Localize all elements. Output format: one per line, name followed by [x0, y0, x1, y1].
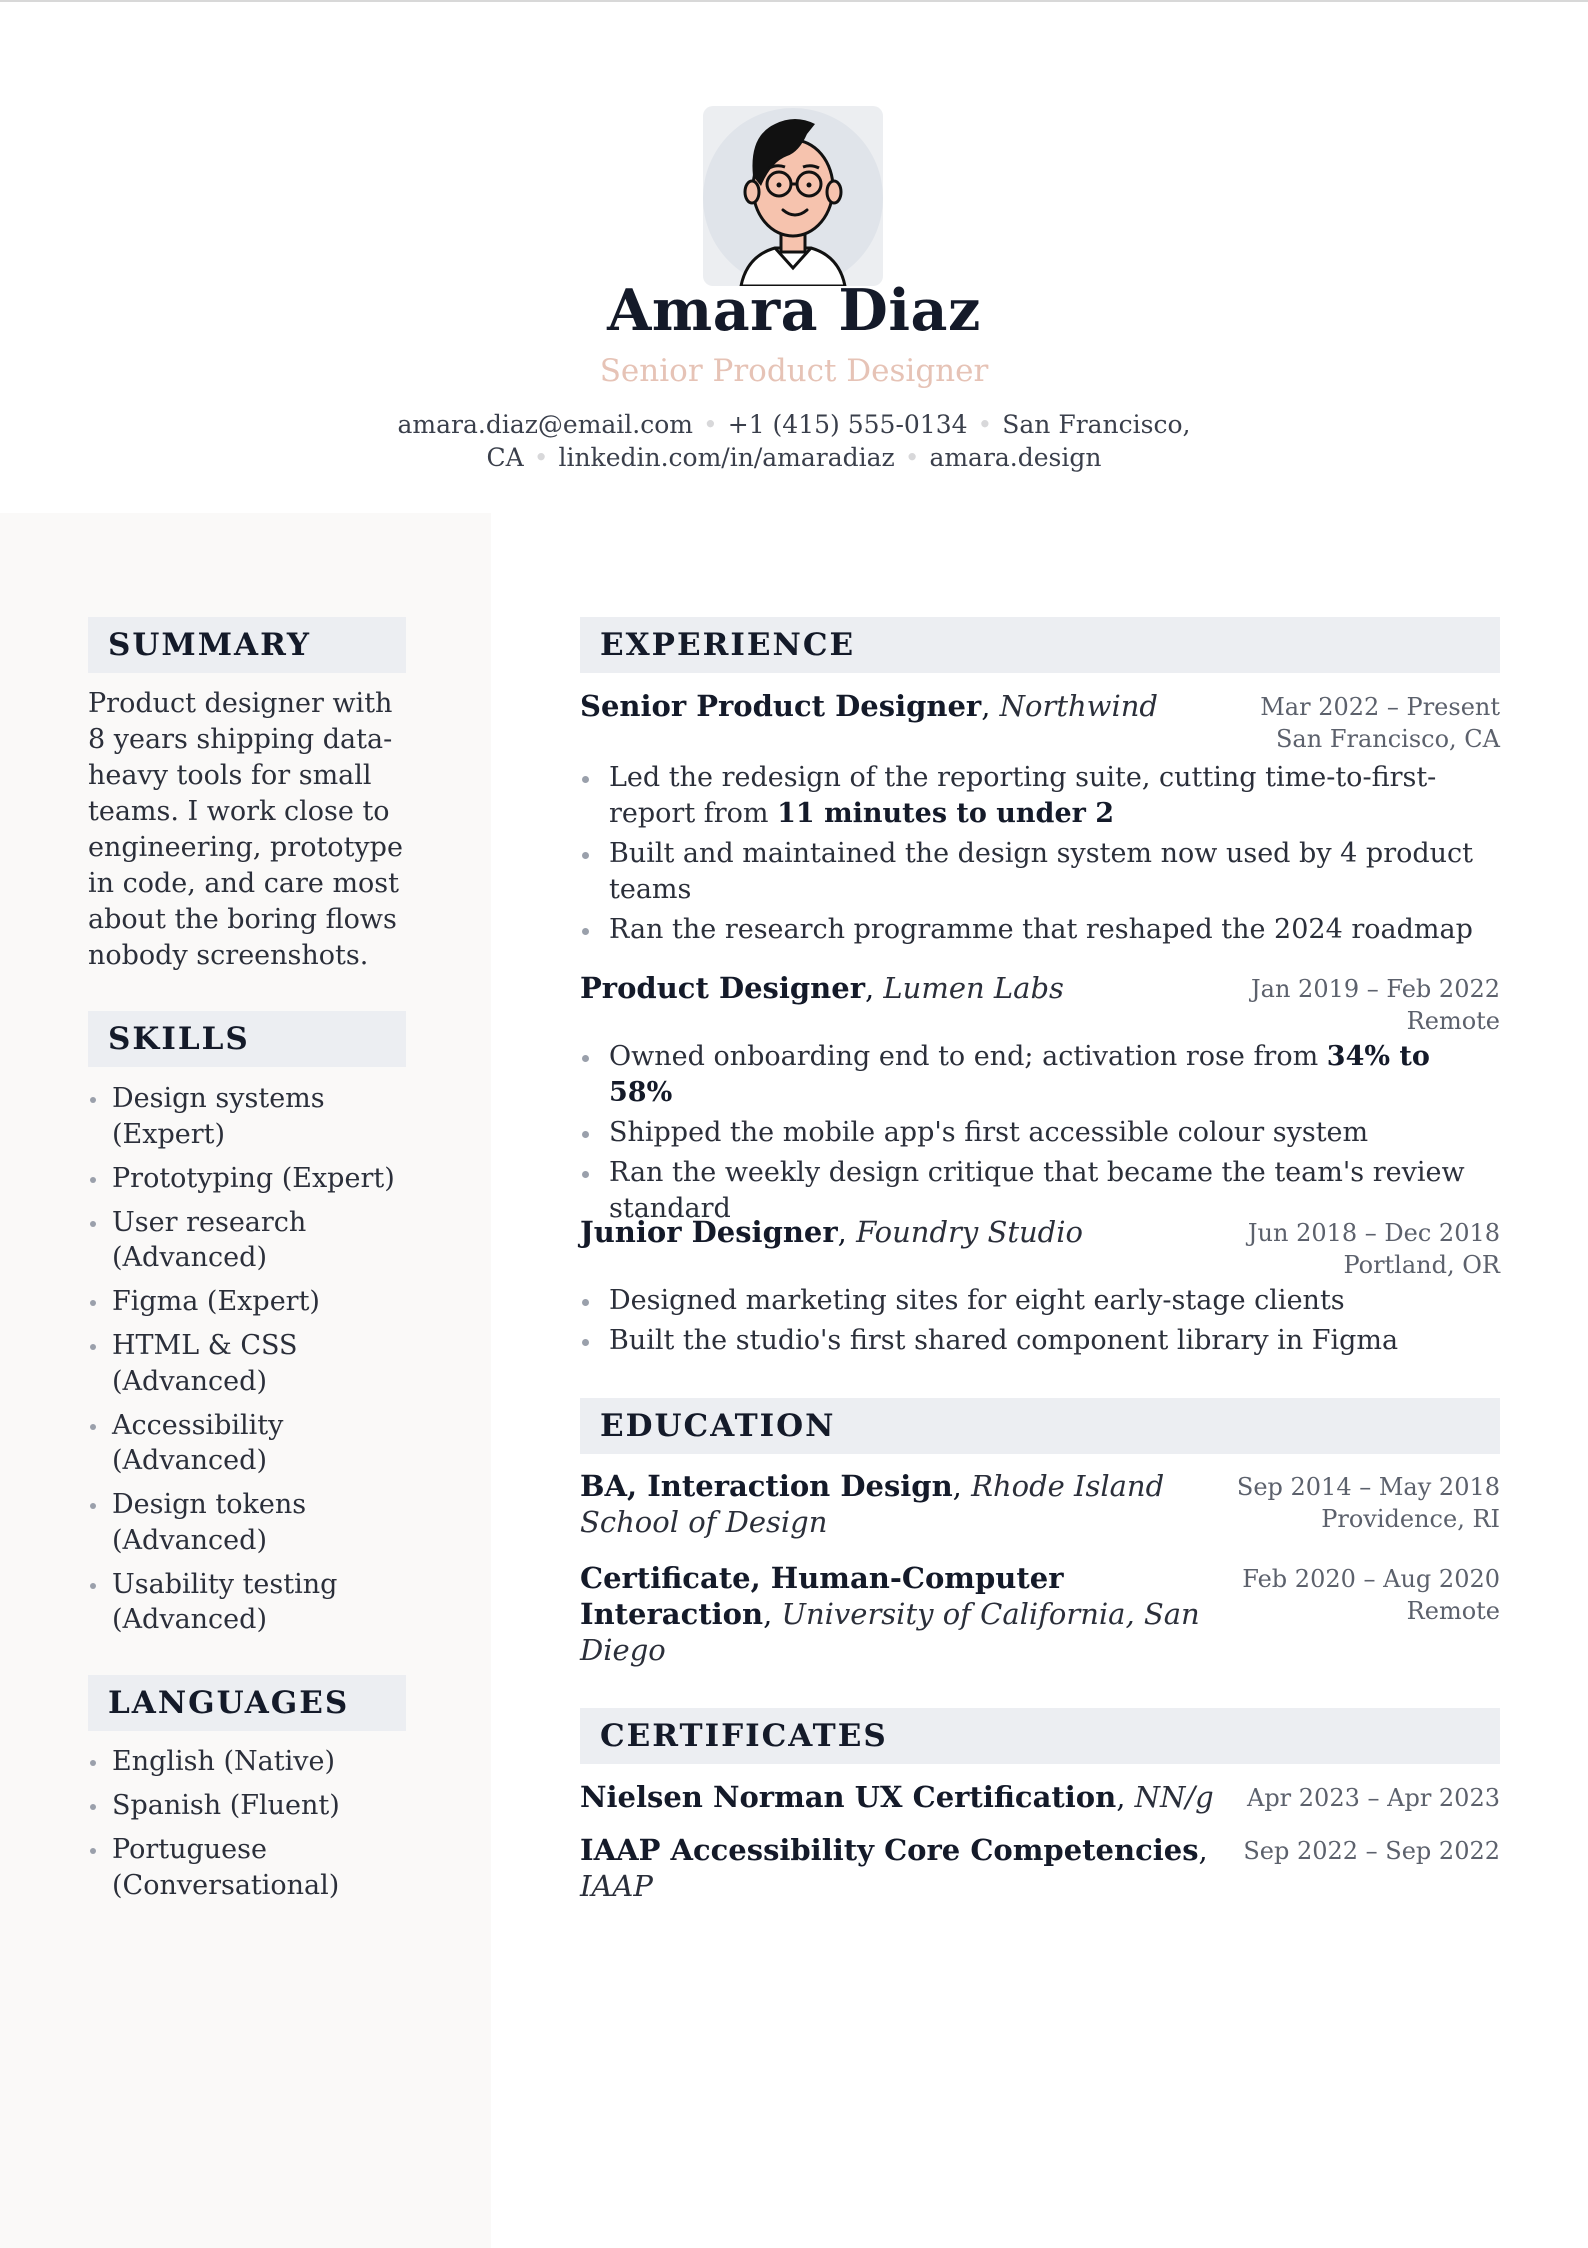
job-dates: Jun 2018 – Dec 2018	[1247, 1219, 1500, 1247]
languages-heading: LANGUAGES	[88, 1675, 406, 1731]
list-item: Usability testing (Advanced)	[88, 1567, 418, 1638]
certificate-title-line: Nielsen Norman UX Certification, NN/g	[580, 1780, 1214, 1814]
job-title-line: Senior Product Designer, Northwind	[580, 689, 1158, 723]
certificate-name: Nielsen Norman UX Certification	[580, 1780, 1117, 1814]
separator-dot: •	[703, 410, 718, 439]
list-item: Ran the weekly design critique that became the team's review standard	[580, 1155, 1500, 1227]
separator-dot: •	[904, 443, 920, 472]
job-title-line: Product Designer, Lumen Labs	[580, 971, 1064, 1005]
job-company: Lumen Labs	[883, 971, 1064, 1005]
certificate-issuer: IAAP	[580, 1869, 653, 1903]
job-bullets	[580, 1283, 1500, 1363]
certificate-dates: Sep 2022 – Sep 2022	[1243, 1837, 1500, 1865]
job-location: Portland, OR	[1343, 1251, 1500, 1279]
summary-heading: SUMMARY	[88, 617, 406, 673]
list-item: Spanish (Fluent)	[88, 1788, 418, 1824]
list-item: User research (Advanced)	[88, 1205, 418, 1276]
contact-email[interactable]: amara.diaz@email.com	[397, 410, 693, 439]
candidate-title: Senior Product Designer	[599, 353, 989, 389]
summary-text: Product designer with 8 years shipping data-heavy tools for small teams. I work close to engineering, prototype in code, and care most about the boring flows nobody screenshots.	[88, 688, 403, 971]
avatar	[703, 106, 883, 286]
education-meta	[1237, 1471, 1500, 1535]
contact-phone[interactable]: +1 (415) 555-0134	[727, 410, 968, 439]
job-meta	[1251, 973, 1500, 1037]
certificate-dates: Apr 2023 – Apr 2023	[1246, 1784, 1500, 1812]
certificate-entry	[580, 1779, 1500, 1815]
job-meta	[1248, 1217, 1500, 1281]
certificate-issuer: NN/g	[1134, 1780, 1214, 1814]
education-degree: BA, Interaction Design	[580, 1469, 953, 1503]
certificates-heading: CERTIFICATES	[580, 1708, 1500, 1764]
job-company: Foundry Studio	[856, 1215, 1083, 1249]
list-item: Figma (Expert)	[88, 1284, 418, 1320]
list-item: Shipped the mobile app's first accessible colour system	[580, 1115, 1500, 1151]
certificate-entry	[580, 1832, 1500, 1904]
job-entry	[580, 1214, 1500, 1279]
list-item: Accessibility (Advanced)	[88, 1408, 418, 1479]
contact-linkedin[interactable]: linkedin.com/in/amaradiaz	[558, 443, 895, 472]
list-item: Designed marketing sites for eight early-stage clients	[580, 1283, 1500, 1319]
contact-location: San Francisco, CA	[486, 410, 1191, 472]
job-role: Senior Product Designer	[580, 689, 982, 723]
education-school: University of California, San Diego	[580, 1597, 1200, 1667]
education-degree: Certificate, Human-Computer Interaction	[580, 1561, 1064, 1631]
education-dates: Sep 2014 – May 2018	[1236, 1473, 1500, 1501]
separator-dot: •	[977, 410, 993, 439]
education-location: Providence, RI	[1321, 1505, 1500, 1533]
contact-line	[394, 408, 1194, 474]
job-bullets	[580, 760, 1500, 952]
job-company: Northwind	[999, 689, 1158, 723]
avatar-illustration-icon	[703, 106, 883, 286]
list-item: English (Native)	[88, 1744, 418, 1780]
job-bullets	[580, 1039, 1500, 1231]
education-title-line: Certificate, Human-Computer Interaction, University of California, San Diego	[580, 1561, 1200, 1667]
list-item: Ran the research programme that reshaped the 2024 roadmap	[580, 912, 1500, 948]
top-border	[0, 0, 1588, 2]
list-item: Portuguese (Conversational)	[88, 1832, 418, 1903]
education-dates: Feb 2020 – Aug 2020	[1242, 1565, 1500, 1593]
list-item: Design tokens (Advanced)	[88, 1487, 418, 1558]
job-dates: Jan 2019 – Feb 2022	[1251, 975, 1500, 1003]
list-item: Led the redesign of the reporting suite, cutting time-to-first-report from 11 minutes to under 2	[580, 760, 1500, 832]
education-entry	[580, 1468, 1500, 1540]
list-item: HTML & CSS (Advanced)	[88, 1328, 418, 1399]
education-meta	[1242, 1563, 1500, 1627]
certificate-meta	[1243, 1835, 1500, 1867]
list-item: Built and maintained the design system now used by 4 product teams	[580, 836, 1500, 908]
job-role: Product Designer	[580, 971, 865, 1005]
job-title-line: Junior Designer, Foundry Studio	[580, 1215, 1083, 1249]
certificate-name: IAAP Accessibility Core Competencies	[580, 1833, 1199, 1867]
certificate-meta	[1247, 1782, 1500, 1814]
job-role: Junior Designer	[580, 1215, 838, 1249]
education-title-line: BA, Interaction Design, Rhode Island School of Design	[580, 1469, 1165, 1539]
candidate-name: Amara Diaz	[607, 277, 981, 344]
education-entry	[580, 1560, 1500, 1668]
list-item: Prototyping (Expert)	[88, 1161, 418, 1197]
job-location: San Francisco, CA	[1275, 725, 1500, 753]
education-school: Rhode Island School of Design	[580, 1469, 1165, 1539]
job-dates: Mar 2022 – Present	[1260, 693, 1500, 721]
certificate-title-line: IAAP Accessibility Core Competencies, IAAP	[580, 1833, 1208, 1903]
list-item: Built the studio's first shared component library in Figma	[580, 1323, 1500, 1359]
job-entry	[580, 970, 1500, 1035]
education-location: Remote	[1406, 1597, 1500, 1625]
languages-list	[88, 1744, 418, 1912]
education-heading: EDUCATION	[580, 1398, 1500, 1454]
skills-heading: SKILLS	[88, 1011, 406, 1067]
list-item: Owned onboarding end to end; activation rose from 34% to 58%	[580, 1039, 1500, 1111]
list-item: Design systems (Expert)	[88, 1081, 418, 1152]
job-location: Remote	[1406, 1007, 1500, 1035]
separator-dot: •	[533, 443, 549, 472]
contact-website[interactable]: amara.design	[929, 443, 1102, 472]
job-meta	[1260, 691, 1500, 755]
skills-list	[88, 1081, 418, 1646]
experience-heading: EXPERIENCE	[580, 617, 1500, 673]
job-entry	[580, 688, 1500, 753]
